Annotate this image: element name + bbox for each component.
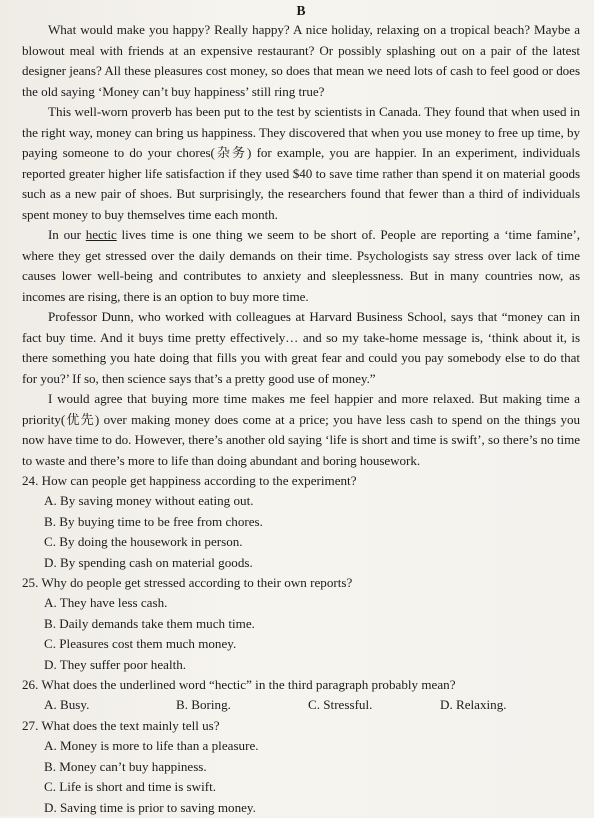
- paragraph-4: Professor Dunn, who worked with colleagues at Harvard Business School, says that “money can in fact buy time. And it buys time pretty effectively… and so my take-home message is, ‘think about it, is there something you hate doing that fills you with great fear and could you pay somebody else to do that for you?’ If so, then science says that’s a pretty good use of money.”: [22, 309, 580, 386]
- option-b: B. Money can’t buy happiness.: [44, 758, 207, 774]
- section-letter: B: [296, 3, 306, 18]
- option-c: C. Life is short and time is swift.: [44, 779, 217, 795]
- option-row: [22, 695, 580, 715]
- paragraph-1: What would make you happy? Really happy? A nice holiday, relaxing on a tropical beach? Maybe a blowout meal with friends at an expensive restaurant? Or possibly splashing out on a pair of the latest designer jeans? All these pleasures cost money, so does that mean we need lots of cash to feel good or does the old saying ‘Money can’t buy happiness’ still ring true?: [22, 22, 580, 99]
- question-stem: 24. How can people get happiness according to the experiment?: [22, 473, 357, 488]
- question-list: [22, 471, 580, 818]
- option-a: A. Money is more to life than a pleasure.: [44, 738, 259, 754]
- option-a: A. They have less cash.: [44, 595, 168, 611]
- option-b: B. By buying time to be free from chores.: [44, 513, 263, 529]
- paragraph-3-rest: lives time is one thing we seem to be short of. People are reporting a ‘time famine’, where they get stressed over the daily demands on their time. Psychologists say stress over lack of time causes lower well-being and contributes to anxiety and sleeplessness. But in many countries now, as incomes are rising, there is an option to buy more time.: [22, 227, 580, 304]
- option-b: B. Daily demands take them much time.: [44, 615, 255, 631]
- question-24: [22, 471, 580, 573]
- option-d: D. By spending cash on material goods.: [44, 554, 253, 570]
- option-d: D. Relaxing.: [440, 697, 507, 713]
- option-c: C. By doing the housework in person.: [44, 534, 243, 550]
- question-stem: 25. Why do people get stressed according to their own reports?: [22, 575, 353, 591]
- question-stem: 27. What does the text mainly tell us?: [22, 717, 220, 733]
- paragraph-3: [22, 225, 580, 307]
- question-26: [22, 675, 580, 716]
- question-25: [22, 573, 580, 675]
- question-27: [22, 716, 580, 818]
- question-stem: 26. What does the underlined word “hectic” in the third paragraph probably mean?: [22, 677, 456, 693]
- option-a: A. By saving money without eating out.: [44, 493, 254, 509]
- reading-passage: [22, 20, 580, 471]
- option-c: C. Pleasures cost them much money.: [44, 636, 237, 652]
- paragraph-2: This well-worn proverb has been put to the test by scientists in Canada. They found that when used in the right way, money can bring us happiness. They discovered that when you use money to free up time, by paying someone to do your chores(杂务) for example, you are happier. In an experiment, individuals reported greater higher life satisfaction if they used $40 to save time rather than spend it on material goods such as a new pair of shoes. But surprisingly, the researchers found that fewer than a third of individuals spent money to buy themselves time each month.: [22, 104, 580, 222]
- option-d: D. Saving time is prior to saving money.: [44, 799, 256, 815]
- paragraph-3-start: In our: [48, 227, 86, 242]
- option-a: A. Busy.: [44, 697, 90, 713]
- underlined-word-hectic: hectic: [85, 227, 117, 242]
- option-c: C. Stressful.: [308, 697, 373, 713]
- paragraph-5: I would agree that buying more time makes me feel happier and more relaxed. But making time a priority(优先) over making money does come at a price; you have less cash to spend on the things you now have time to do. However, there’s another old saying ‘life is short and time is swift’, so there’s no time to waste and there’s more to life than doing abundant and boring housework.: [22, 391, 580, 468]
- option-b: B. Boring.: [176, 697, 231, 713]
- option-d: D. They suffer poor health.: [44, 656, 187, 672]
